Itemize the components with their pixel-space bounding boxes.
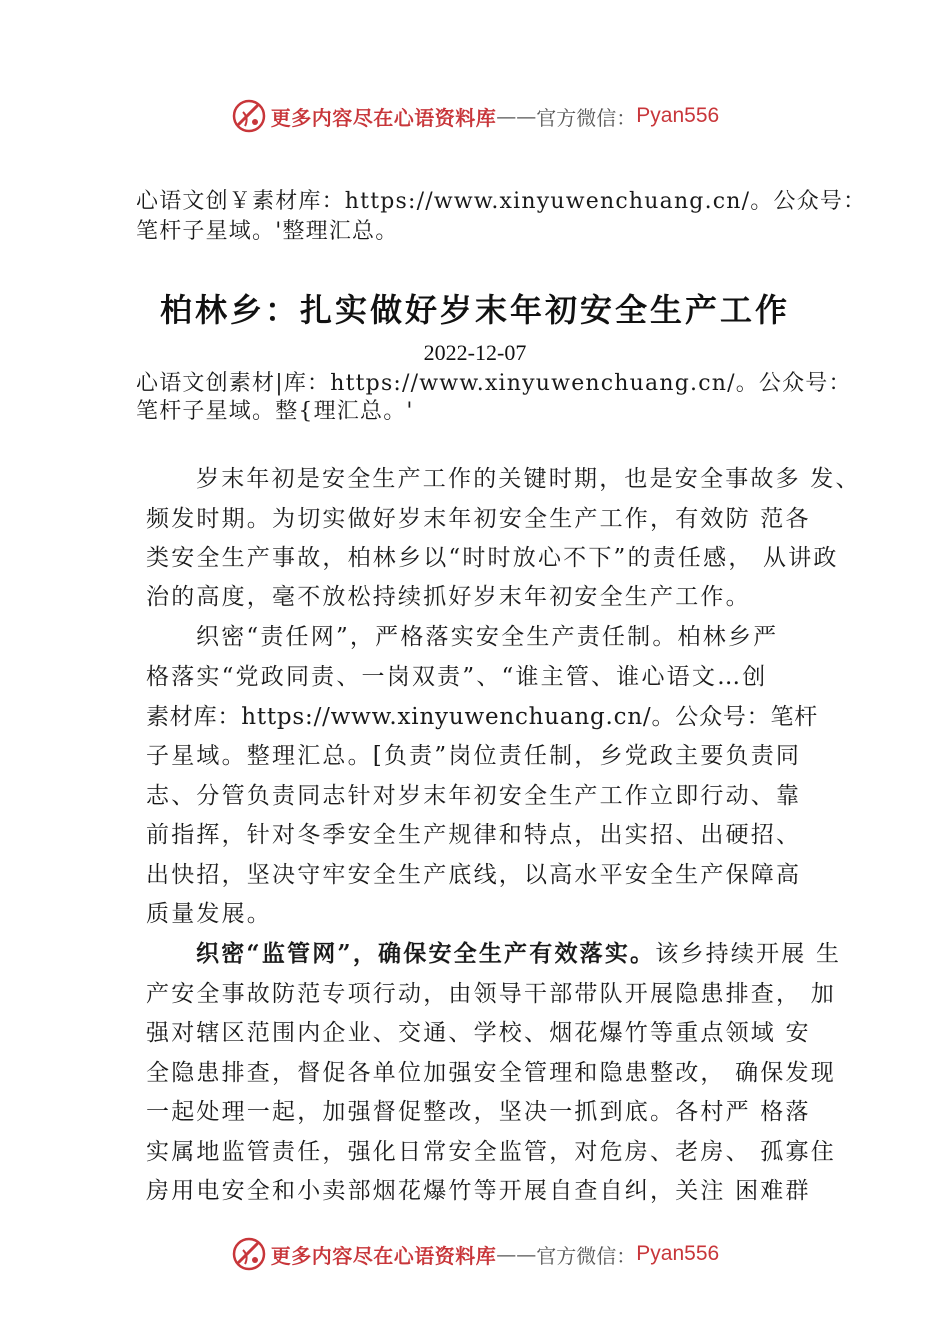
source-note-line: 心语文创素材|库：https://www.xinyuwenchuang.cn/。公众号： [136,371,852,396]
paragraph-text: 该乡持续开展 生 [655,941,842,967]
banner-dash: —— [496,1242,537,1266]
wechat-id: Pyan556 [636,104,720,127]
paragraph-line: 房用电安全和小卖部烟花爆竹等开展自查自纠，关注 困难群 [146,1178,811,1204]
paragraph-line: 出快招，坚决守牢安全生产底线，以高水平安全生产保障高 [146,862,802,888]
page-title: 柏林乡：扎实做好岁末年初安全生产工作 [159,291,790,329]
article-date: 2022-12-07 [423,340,527,365]
paragraph-line: 实属地监管责任，强化日常安全监管，对危房、老房、 孤寡住 [146,1139,836,1165]
paragraph-line: 频发时期。为切实做好岁末年初安全生产工作，有效防 范各 [146,506,811,532]
brand-logo-icon [231,1236,267,1272]
paragraph-line: 前指挥，针对冬季安全生产规律和特点，出实招、出硬招、 [146,822,802,848]
paragraph-line: 织密“责任网”，严格落实安全生产责任制。柏林乡严 [196,624,779,650]
paragraph-line: 格落实“党政同责、一岗双责”、“谁主管、谁心语文…创 [146,664,768,690]
wechat-label: 官方微信： [536,1243,637,1268]
paragraph-line: 质量发展。 [146,901,272,927]
brand-text: 更多内容尽在心语资料库 [270,105,497,130]
banner-dash: —— [496,104,537,128]
footer-banner [0,1232,950,1276]
paragraph-line: 产安全事故防范专项行动，由领导干部带队开展隐患排查， 加 [146,981,836,1007]
paragraph-line: 岁末年初是安全生产工作的关键时期，也是安全事故多 发、 [196,466,861,492]
source-note-line: 笔杆子星域。整{理汇总。' [136,399,414,424]
brand-logo-icon [231,98,267,134]
paragraph-line [196,939,841,969]
section-heading: 织密“监管网”，确保安全生产有效落实。 [196,940,656,967]
paragraph-line: 全隐患排查，督促各单位加强安全管理和隐患整改， 确保发现 [146,1060,836,1086]
paragraph-line: 一起处理一起，加强督促整改，坚决一抓到底。各村严 格落 [146,1099,811,1125]
paragraph-line: 子星域。整理汇总。[负责”岗位责任制，乡党政主要负责同 [146,743,802,769]
paragraph-line: 素材库：https://www.xinyuwenchuang.cn/。公众号：笔杆 [146,704,819,730]
paragraph-line: 类安全生产事故，柏林乡以“时时放心不下”的责任感， 从讲政 [146,545,839,571]
brand-text: 更多内容尽在心语资料库 [270,1243,497,1268]
paragraph-line: 志、分管负责同志针对岁末年初安全生产工作立即行动、靠 [146,783,802,809]
wechat-label: 官方微信： [536,105,637,130]
paragraph-line: 治的高度，毫不放松持续抓好岁末年初安全生产工作。 [146,584,751,610]
source-note-top-line: 心语文创￥素材库：https://www.xinyuwenchuang.cn/。公众号： [136,189,867,214]
source-note-top-line: 笔杆子星域。'整理汇总。 [136,219,399,244]
paragraph-line: 强对辖区范围内企业、交通、学校、烟花爆竹等重点领域 安 [146,1020,811,1046]
header-banner [0,94,950,138]
wechat-id: Pyan556 [636,1242,720,1265]
